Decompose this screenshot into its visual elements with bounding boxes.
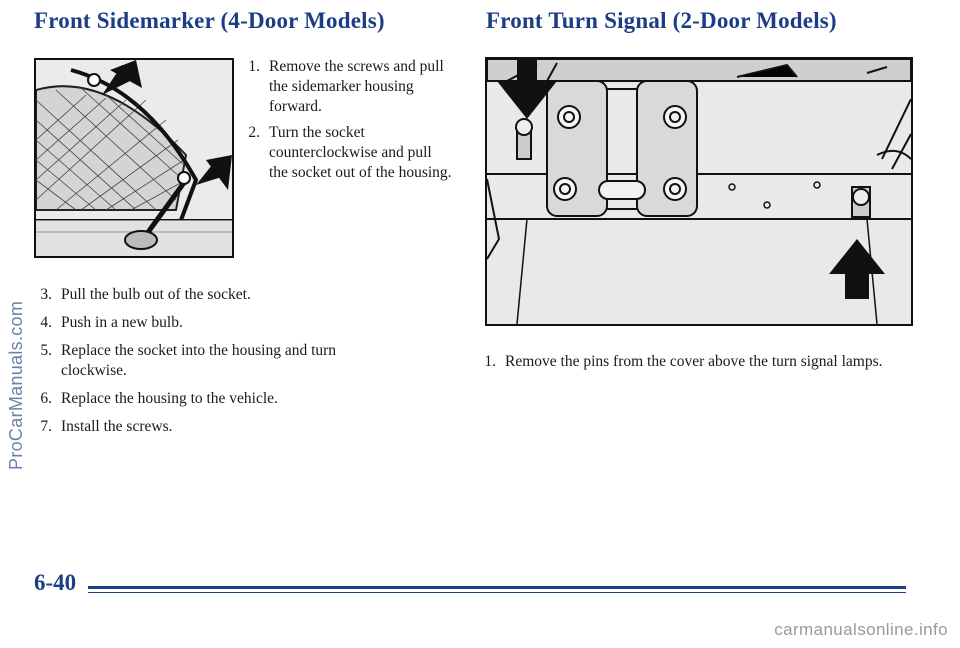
- sidemarker-steps-top: [242, 57, 452, 189]
- step-text: Pull the bulb out of the socket.: [61, 286, 251, 303]
- step-text: Push in a new bulb.: [61, 314, 183, 331]
- turn-signal-drawing: [487, 59, 911, 324]
- page-number: 6-40: [34, 570, 77, 595]
- step-text: Remove the screws and pull the sidemarker housing forward.: [269, 58, 444, 115]
- step-item: [242, 123, 452, 183]
- section-heading-front-turn-signal: Front Turn Signal (2-Door Models): [486, 8, 837, 33]
- step-number: 6.: [40, 390, 52, 407]
- step-item: [34, 417, 374, 437]
- sidemarker-steps-bottom: [34, 285, 374, 445]
- turn-signal-illustration: [485, 57, 913, 326]
- step-item: [478, 352, 898, 372]
- step-item: [242, 57, 452, 117]
- step-item: [34, 389, 374, 409]
- turn-signal-steps: [478, 352, 898, 372]
- step-item: [34, 285, 374, 305]
- section-heading-front-sidemarker: Front Sidemarker (4-Door Models): [34, 8, 385, 33]
- step-number: 1.: [248, 58, 260, 75]
- footer-rule: [88, 586, 906, 589]
- sidemarker-drawing: [36, 60, 232, 256]
- step-text: Replace the housing to the vehicle.: [61, 390, 278, 407]
- step-number: 1.: [484, 353, 496, 370]
- step-text: Replace the socket into the housing and turn clockwise.: [61, 342, 337, 379]
- step-number: 7.: [40, 418, 52, 435]
- step-item: [34, 341, 374, 381]
- side-watermark: ProCarManuals.com: [6, 300, 26, 470]
- step-item: [34, 313, 374, 333]
- step-text: Turn the socket counterclockwise and pull the socket out of the housing.: [269, 124, 452, 181]
- step-number: 3.: [40, 286, 52, 303]
- step-number: 4.: [40, 314, 52, 331]
- bottom-watermark: carmanualsonline.info: [774, 620, 948, 639]
- step-number: 5.: [40, 342, 52, 359]
- step-number: 2.: [248, 124, 260, 141]
- step-text: Remove the pins from the cover above the turn signal lamps.: [505, 353, 883, 370]
- sidemarker-illustration: [34, 58, 234, 258]
- footer-rule-thin: [88, 592, 906, 593]
- step-text: Install the screws.: [61, 418, 173, 435]
